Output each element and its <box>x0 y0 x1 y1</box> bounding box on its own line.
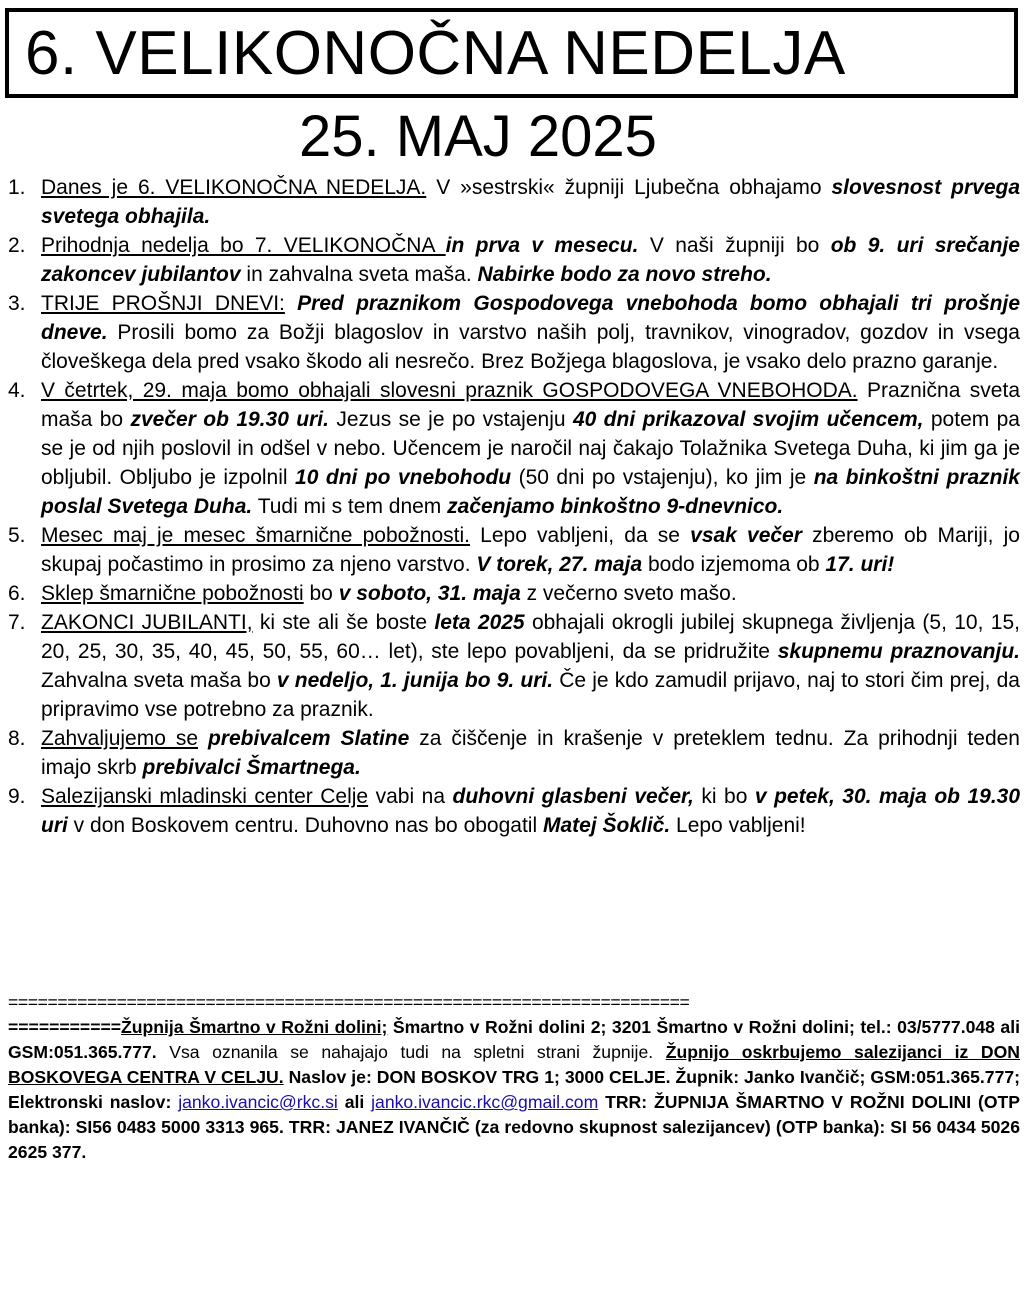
bold-text: TRR: ŽUPNIJA ŠMARTNO V ROŽNI DOLINI (OTP banka): SI56 0483 5000 3313 965. TRR: JANEZ IVANČIČ (za redovno skupnost salezijancev) (OTP banka): SI 56 0434 5026 2625 377. <box>8 1092 1020 1162</box>
body-text: Zahvalna sveta maša bo <box>41 669 277 692</box>
item-number: 1. <box>8 176 26 199</box>
bold-text: =========== <box>8 1017 122 1037</box>
emphasis-text: Matej Šoklič. <box>542 814 671 837</box>
announcement-item <box>8 173 1020 231</box>
body-text: Vsa oznanila se nahajajo tudi na spletni strani župnije. <box>156 1042 666 1062</box>
body-text: Tudi mi s tem dnem <box>252 495 448 518</box>
body-text: za čiščenje in krašenje v preteklem tednu. Za prihodnji teden imajo skrb <box>41 727 1020 779</box>
emphasis-text: zvečer ob 19.30 uri. <box>130 408 329 431</box>
body-text: Lepo vabljeni! <box>670 814 806 837</box>
announcement-item <box>8 376 1020 521</box>
underlined-heading: V četrtek, 29. maja bomo obhajali slovesni praznik GOSPODOVEGA VNEBOHODA. <box>41 379 858 402</box>
emphasis-text: na binkoštni praznik poslal Svetega Duha. <box>41 466 1020 518</box>
body-text: Jezus se je po vstajenju <box>328 408 573 431</box>
emphasis-text: 17. uri! <box>825 553 895 576</box>
underlined-heading: Mesec maj je mesec šmarnične pobožnosti. <box>41 524 470 547</box>
body-text: (50 dni po vstajenju), ko jim je <box>511 466 814 489</box>
emphasis-text: v petek, 30. maja ob 19.30 uri <box>41 785 1021 837</box>
body-text: Praznična sveta maša bo <box>41 379 1020 431</box>
bulletin-date: 25. MAJ 2025 <box>299 104 657 169</box>
body-text: V »sestrski« župniji Ljubečna obhajamo <box>426 176 832 199</box>
body-text: obhajali okrogli jubilej skupnega življenja (5, 10, 15, 20, 25, 30, 35, 40, 45, 50, 55, 60… let), ste lepo povabljeni, da se pridružite <box>41 611 1020 663</box>
email-link[interactable]: janko.ivancic.rkc@gmail.com <box>371 1092 599 1112</box>
separator-line: ===================================================================== <box>8 992 690 1012</box>
bold-underlined-text: Župnijo oskrbujemo salezijanci iz DON BOSKOVEGA CENTRA V CELJU. <box>8 1042 1020 1087</box>
underlined-heading: Zahvaljujemo se <box>41 727 199 750</box>
body-text <box>198 727 208 750</box>
emphasis-text: prebivalci Šmartnega. <box>142 756 361 779</box>
announcements-list <box>8 173 1020 840</box>
body-text: ki bo <box>693 785 755 808</box>
bold-text: ali <box>337 1092 372 1112</box>
body-text: v don Boskovem centru. Duhovno nas bo obogatil <box>67 814 543 837</box>
body-text: zberemo ob Mariji, jo skupaj počastimo in prosimo za njeno varstvo. <box>41 524 1020 576</box>
body-text: V naši župniji bo <box>638 234 831 257</box>
body-text: bodo izjemoma ob <box>642 553 826 576</box>
body-text <box>285 292 297 315</box>
announcement-item <box>8 289 1020 376</box>
body-text: potem pa se je od njih poslovil in odšel v nebo. Učencem je naročil naj čakajo Tolažnika Svetega Duha, ki jim ga je obljubil. Obljubo je izpolnil <box>41 408 1020 489</box>
page-title: 6. VELIKONOČNA NEDELJA <box>25 19 846 88</box>
emphasis-text: V torek, 27. maja <box>476 553 643 576</box>
contact-info <box>8 1015 1020 1165</box>
bold-text: Šmartno v Rožni dolini 2; 3201 Šmartno v Rožni dolini; tel.: 03/5777.048 ali GSM:051.365.777. <box>8 1017 1020 1062</box>
email-link[interactable]: janko.ivancic@rkc.si <box>178 1092 338 1112</box>
emphasis-text: duhovni glasbeni večer, <box>452 785 694 808</box>
announcement-item <box>8 608 1020 724</box>
emphasis-text: 10 dni po vnebohodu <box>295 466 512 489</box>
item-number: 5. <box>8 524 26 547</box>
bold-underlined-text: Župnija Šmartno v Rožni dolini; <box>121 1017 388 1037</box>
announcement-item <box>8 521 1020 579</box>
item-number: 3. <box>8 292 26 315</box>
body-text: in zahvalna sveta maša. <box>240 263 478 286</box>
item-number: 6. <box>8 582 26 605</box>
body-text: ki ste ali še boste <box>252 611 435 634</box>
emphasis-text: ob 9. uri srečanje zakoncev jubilantov <box>41 234 1020 286</box>
item-number: 2. <box>8 234 26 257</box>
emphasis-text: prebivalcem Slatine <box>207 727 410 750</box>
footer <box>8 990 1020 1165</box>
item-number: 4. <box>8 379 26 402</box>
emphasis-text: 40 dni prikazoval svojim učencem, <box>572 408 924 431</box>
emphasis-text: v nedeljo, 1. junija bo 9. uri. <box>276 669 554 692</box>
underlined-heading: ZAKONCI JUBILANTI, <box>41 611 253 634</box>
body-text: vabi na <box>368 785 453 808</box>
underlined-heading: Prihodnja nedelja bo 7. VELIKONOČNA <box>41 234 446 257</box>
underlined-heading: Salezijanski mladinski center Celje <box>41 785 369 808</box>
item-number: 9. <box>8 785 26 808</box>
item-number: 7. <box>8 611 26 634</box>
emphasis-text: leta 2025 <box>434 611 525 634</box>
body-text: Prosili bomo za Božji blagoslov in varstvo naših polj, travnikov, vinogradov, gozdov in vsega človeškega dela pred vsako škodo ali nesrečo. Brez Božjega blagoslova, je vsako delo prazno garanje. <box>41 321 1020 373</box>
body-text: z večerno sveto mašo. <box>520 582 737 605</box>
announcement-item <box>8 579 1020 608</box>
underlined-heading: Danes je 6. VELIKONOČNA NEDELJA. <box>41 176 427 199</box>
emphasis-text: in prva v mesecu. <box>445 234 639 257</box>
emphasis-text: skupnemu praznovanju. <box>777 640 1020 663</box>
emphasis-text: začenjamo binkoštno 9-dnevnico. <box>447 495 784 518</box>
announcement-item <box>8 724 1020 782</box>
body-text: Če je kdo zamudil prijavo, naj to stori čim prej, da pripravimo vse potrebno za praznik. <box>41 669 1020 721</box>
announcement-item <box>8 782 1020 840</box>
body-text: Lepo vabljeni, da se <box>470 524 691 547</box>
emphasis-text: Pred praznikom Gospodovega vnebohoda bomo obhajali tri prošnje dneve. <box>41 292 1020 344</box>
underlined-heading: Sklep šmarnične pobožnosti <box>41 582 304 605</box>
emphasis-text: v soboto, 31. maja <box>338 582 521 605</box>
title-box <box>5 8 1018 98</box>
body-text: bo <box>303 582 339 605</box>
emphasis-text: vsak večer <box>690 524 802 547</box>
underlined-heading: TRIJE PROŠNJI DNEVI: <box>41 292 285 315</box>
announcement-item <box>8 231 1020 289</box>
bold-text: Naslov je: DON BOSKOV TRG 1; 3000 CELJE. Župnik: Janko Ivančič; GSM:051.365.777; Elektronski naslov: <box>8 1067 1020 1112</box>
emphasis-text: Nabirke bodo za novo streho. <box>477 263 772 286</box>
item-number: 8. <box>8 727 26 750</box>
emphasis-text: slovesnost prvega svetega obhajila. <box>41 176 1021 228</box>
